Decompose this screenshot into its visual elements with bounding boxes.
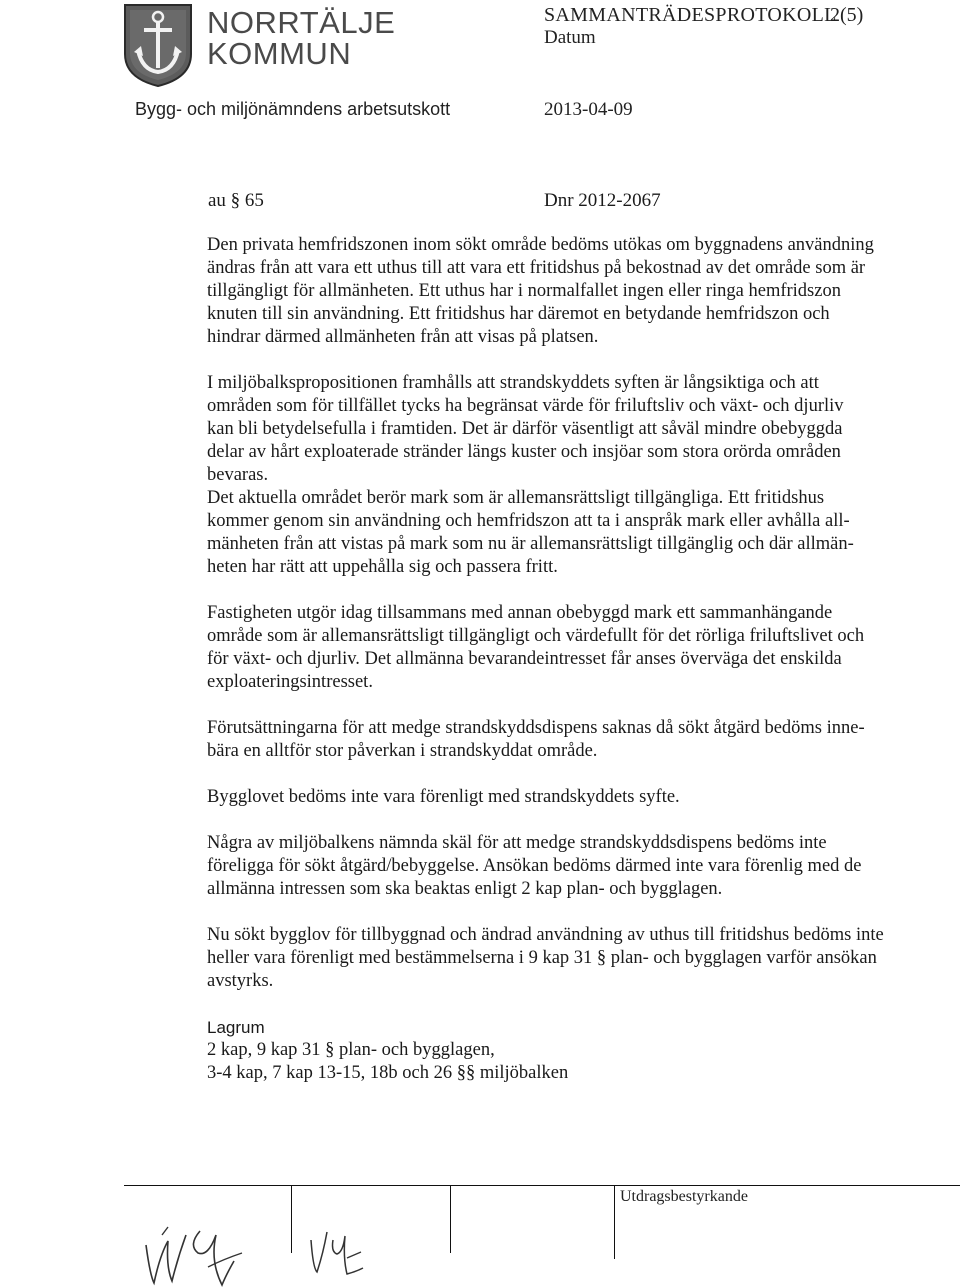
- paragraph-gap: [207, 993, 932, 1016]
- text-line: bära en alltför stor påverkan i strandskyddat område.: [207, 741, 598, 761]
- text-line: kommer genom sin användning och hemfridszon att ta i anspråk mark eller avhålla all-: [207, 511, 850, 531]
- paragraph-2: [207, 372, 932, 579]
- text-line: exploateringsintresset.: [207, 672, 373, 692]
- lagrum-line: 3-4 kap, 7 kap 13-15, 18b och 26 §§ miljöbalken: [207, 1063, 569, 1083]
- paragraph-4: [207, 717, 932, 763]
- text-line: Förutsättningarna för att medge strandskyddsdispens saknas då sökt åtgärd bedöms inne-: [207, 718, 865, 738]
- text-line: Fastigheten utgör idag tillsammans med annan obebyggd mark ett sammanhängande: [207, 603, 833, 623]
- case-number: Dnr 2012-2067: [544, 190, 661, 211]
- paragraph-gap: [207, 763, 932, 786]
- text-line: I miljöbalkspropositionen framhålls att strandskyddets syften är långsiktiga och att: [207, 373, 819, 393]
- text-line: Nu sökt bygglov för tillbyggnad och ändrad användning av uthus till fritidshus bedöms inte: [207, 925, 884, 945]
- paragraph-gap: [207, 809, 932, 832]
- paragraph-gap: [207, 579, 932, 602]
- text-line: bevaras.: [207, 465, 269, 485]
- signature-box-divider: [614, 1185, 615, 1259]
- handwritten-signature: [138, 1205, 258, 1287]
- anchor-shield-icon: [122, 2, 194, 88]
- lagrum-section: [207, 1016, 932, 1085]
- text-line: område som är allemansrättsligt tillgängligt och värdefullt för det rörliga friluftslivet och: [207, 626, 865, 646]
- committee-name: Bygg- och miljönämndens arbetsutskott: [135, 99, 451, 119]
- text-line: ändras från att vara ett uthus till att vara ett fritidshus på bekostnad av det område som är: [207, 258, 866, 278]
- text-line: kan bli betydelsefulla i framtiden. Det är därför väsentligt att såväl mindre obebyggda: [207, 419, 843, 439]
- text-line: Några av miljöbalkens nämnda skäl för att medge strandskyddsdispens bedöms inte: [207, 833, 827, 853]
- document-body: [207, 234, 932, 1085]
- certified-label: Utdragsbestyrkande: [620, 1188, 748, 1205]
- lagrum-line: 2 kap, 9 kap 31 § plan- och bygglagen,: [207, 1040, 495, 1060]
- text-line: områden som för tillfället tycks ha begränsat värde för friluftsliv och växt- och djurliv: [207, 396, 844, 416]
- text-line: heten har rätt att uppehålla sig och passera fritt.: [207, 557, 558, 577]
- paragraph-gap: [207, 694, 932, 717]
- text-line: Bygglovet bedöms inte vara förenligt med strandskyddets syfte.: [207, 787, 680, 807]
- text-line: hindrar därmed allmänheten från att visas på platsen.: [207, 327, 599, 347]
- paragraph-1: [207, 234, 932, 349]
- text-line: allmänna intressen som ska beaktas enligt 2 kap plan- och bygglagen.: [207, 879, 723, 899]
- document-type: SAMMANTRÄDESPROTOKOLL: [544, 4, 837, 26]
- text-line: avstyrks.: [207, 971, 274, 991]
- paragraph-3: [207, 602, 932, 694]
- municipality-name-line2: KOMMUN: [207, 36, 352, 71]
- text-line: för växt- och djurliv. Det allmänna bevarandeintresset får anses överväga det enskilda: [207, 649, 842, 669]
- paragraph-gap: [207, 349, 932, 372]
- text-line: knuten till sin användning. Ett fritidshus har däremot en betydande hemfridszon och: [207, 304, 830, 324]
- text-line: tillgängligt för allmänheten. Ett uthus har i normalfallet ingen eller ringa hemfridszon: [207, 281, 841, 301]
- paragraph-gap: [207, 901, 932, 924]
- paragraph-6: [207, 832, 932, 901]
- paragraph-5: [207, 786, 932, 809]
- date-label: Datum: [544, 27, 596, 48]
- paragraph-7: [207, 924, 932, 993]
- signature-box-divider: [291, 1185, 292, 1253]
- municipality-name-line1: NORRTÄLJE: [207, 5, 396, 40]
- footer-divider: [124, 1185, 960, 1186]
- date-value: 2013-04-09: [544, 99, 633, 120]
- page-number: 2(5): [830, 4, 864, 26]
- text-line: delar av hårt exploaterade stränder längs kuster och insjöar som stora orörda områden: [207, 442, 841, 462]
- text-line: heller vara förenligt med bestämmelserna i 9 kap 31 § plan- och bygglagen varför ansökan: [207, 948, 877, 968]
- text-line: Den privata hemfridszonen inom sökt område bedöms utökas om byggnadens användning: [207, 235, 874, 255]
- text-line: Det aktuella området berör mark som är allemansrättsligt tillgängliga. Ett fritidshus: [207, 488, 825, 508]
- text-line: mänheten från att vistas på mark som nu är allemansrättsligt tillgänglig och där allmän-: [207, 534, 854, 554]
- signature-box-divider: [450, 1185, 451, 1253]
- text-line: föreligga för sökt åtgärd/bebyggelse. Ansökan bedöms därmed inte vara förenlig med de: [207, 856, 862, 876]
- lagrum-heading: Lagrum: [207, 1018, 265, 1037]
- handwritten-initials: [307, 1218, 367, 1278]
- section-number: au § 65: [208, 190, 264, 211]
